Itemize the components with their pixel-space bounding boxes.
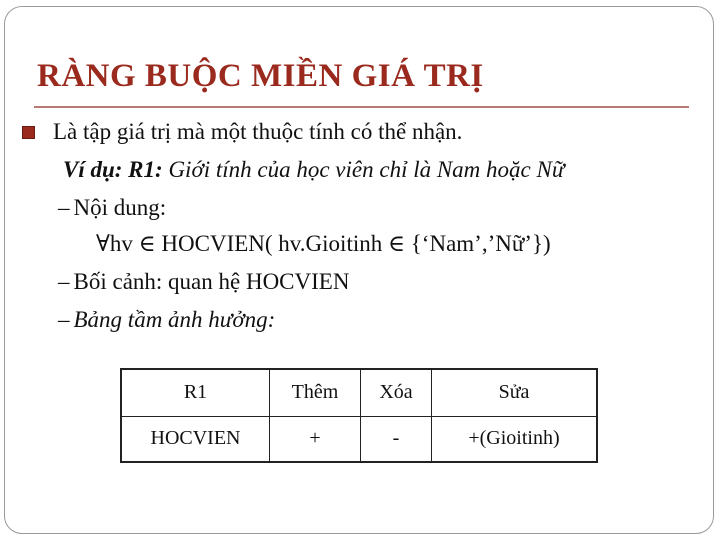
cell-update: +(Gioitinh): [432, 416, 598, 462]
example-label: Ví dụ: R1:: [63, 157, 163, 182]
cell-insert: +: [270, 416, 361, 462]
impact-line: [58, 307, 275, 333]
impact-table: [120, 368, 598, 463]
table-row: [121, 416, 597, 462]
header-cell-delete: Xóa: [361, 369, 432, 416]
example-line: [63, 157, 564, 183]
dash-marker: –: [58, 195, 70, 220]
title-divider: [34, 106, 689, 108]
context-text: Bối cảnh: quan hệ HOCVIEN: [73, 269, 350, 294]
cell-relation: HOCVIEN: [121, 416, 270, 462]
content-label: Nội dung:: [73, 195, 167, 220]
header-cell-insert: Thêm: [270, 369, 361, 416]
slide-title: RÀNG BUỘC MIỀN GIÁ TRỊ: [37, 58, 484, 94]
dash-marker: –: [58, 307, 70, 332]
dash-marker: –: [58, 269, 70, 294]
example-text: Giới tính của học viên chỉ là Nam hoặc Nữ: [168, 157, 565, 182]
square-bullet-icon: [22, 126, 35, 139]
header-cell-r1: R1: [121, 369, 270, 416]
cell-delete: -: [361, 416, 432, 462]
header-cell-update: Sửa: [432, 369, 598, 416]
bullet-definition: Là tập giá trị mà một thuộc tính có thể nhận.: [53, 119, 463, 144]
context-line: [58, 269, 349, 295]
impact-label: Bảng tầm ảnh hưởng:: [73, 307, 276, 332]
table-header-row: [121, 369, 597, 416]
constraint-formula: ∀hv ∈ HOCVIEN( hv.Gioitinh ∈ {‘Nam’,’Nữ’}): [96, 231, 551, 256]
content-line: [58, 195, 166, 221]
